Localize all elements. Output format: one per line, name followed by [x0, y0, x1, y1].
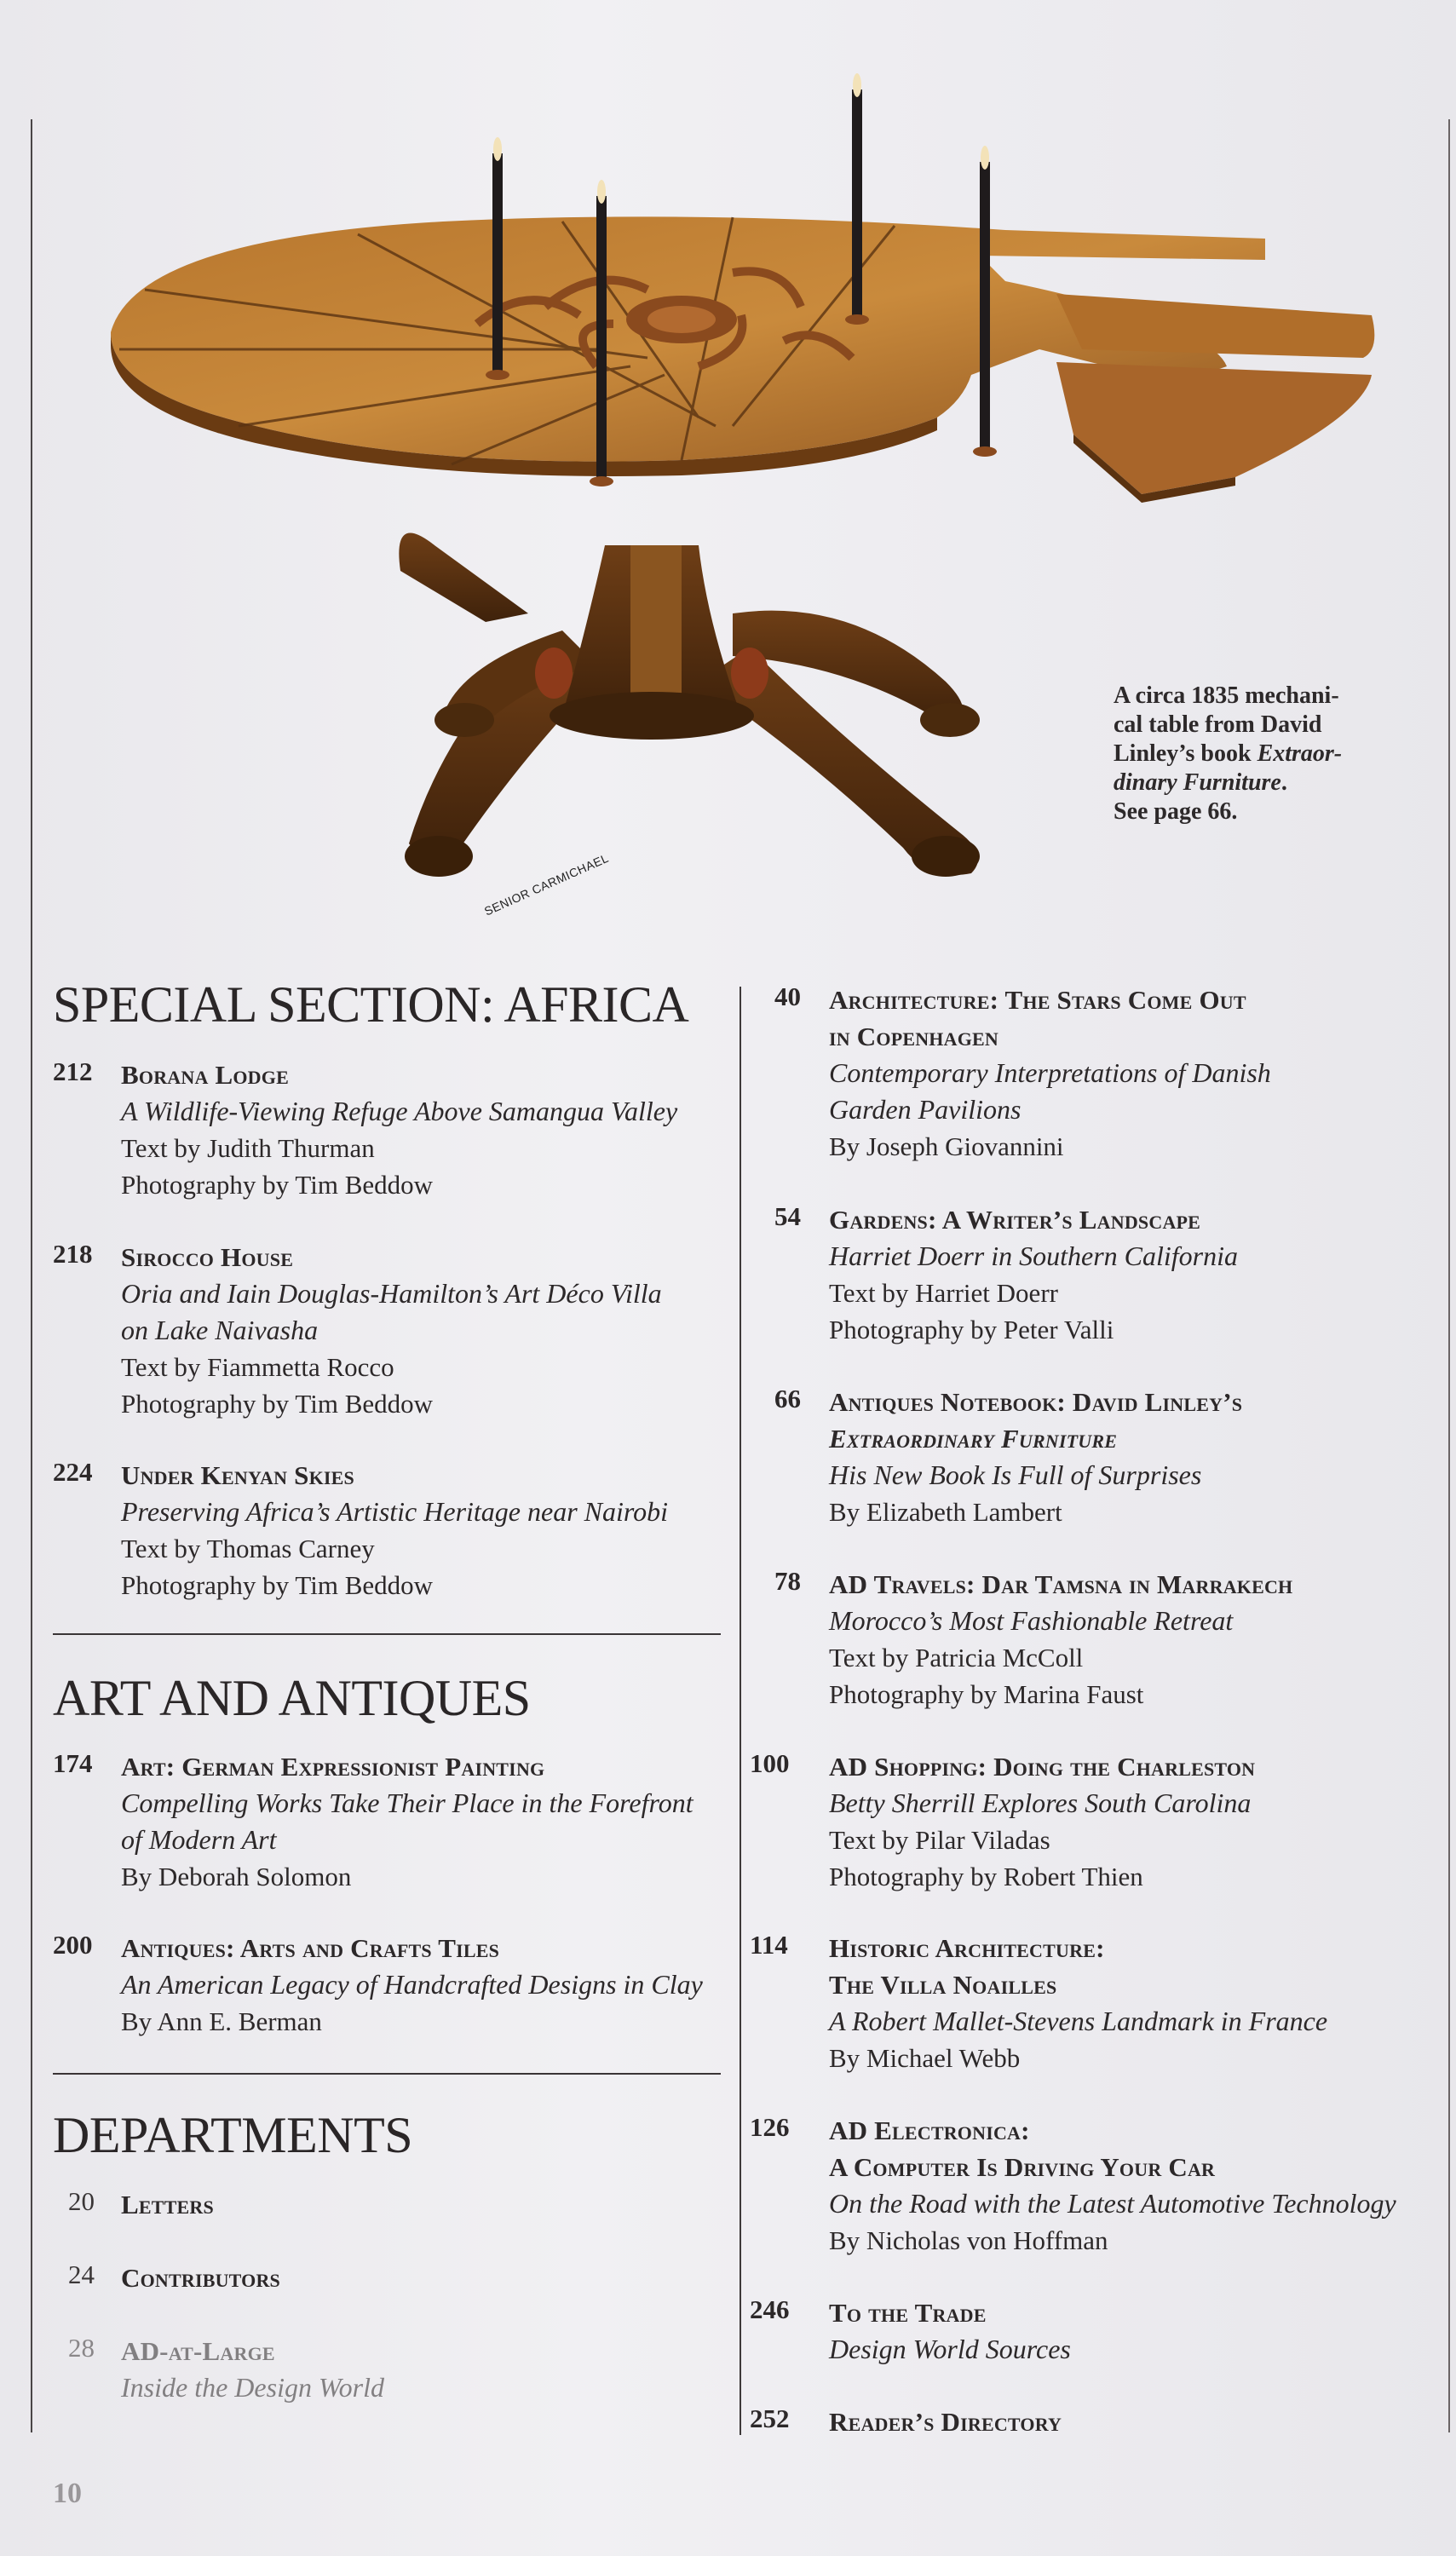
entry-credit: By Elizabeth Lambert [829, 1497, 1062, 1527]
entry-title: Reader’s Directory [829, 2407, 1062, 2437]
entry-subtitle: of Modern Art [121, 1824, 277, 1855]
section-divider [53, 1633, 721, 1635]
entry-title: Art: German Expressionist Painting [121, 1752, 545, 1782]
page-number: 212 [53, 1056, 93, 1086]
entry-credit: Text by Fiammetta Rocco [121, 1352, 394, 1382]
page-number: 224 [53, 1457, 93, 1487]
entry-subtitle: Preserving Africa’s Artistic Heritage near Nairobi [121, 1496, 669, 1527]
entry-title: AD Electronica: [829, 2116, 1030, 2145]
page-number: 126 [750, 2112, 790, 2142]
page-number: 40 [774, 982, 801, 1011]
entry-subtitle: Morocco’s Most Fashionable Retreat [829, 1605, 1234, 1636]
entry-subtitle: An American Legacy of Handcrafted Designs in Clay [121, 1969, 703, 2000]
entry-title: Architecture: The Stars Come Out [829, 985, 1246, 1015]
entry-title: Antiques: Arts and Crafts Tiles [121, 1933, 500, 1963]
entry-title: Contributors [121, 2263, 280, 2293]
entry-credit: Photography by Peter Valli [829, 1315, 1114, 1344]
entry-title: The Villa Noailles [829, 1970, 1057, 2000]
entry-credit: Photography by Marina Faust [829, 1679, 1144, 1709]
entry-title: AD-at-Large [121, 2336, 275, 2366]
section-title-africa: SPECIAL SECTION: AFRICA [53, 976, 689, 1033]
section-title-art: ART AND ANTIQUES [53, 1670, 531, 1726]
entry-subtitle: Betty Sherrill Explores South Carolina [829, 1787, 1252, 1818]
entry-credit: Text by Pilar Viladas [829, 1825, 1050, 1855]
entry-subtitle: Inside the Design World [121, 2372, 385, 2403]
entry-credit: Photography by Tim Beddow [121, 1170, 434, 1200]
page-number: 24 [68, 2260, 95, 2289]
entry-title-italic: Extraordinary Furniture [829, 1424, 1118, 1454]
entry-subtitle: His New Book Is Full of Surprises [829, 1459, 1202, 1490]
page-number: 20 [68, 2186, 95, 2216]
page-number: 246 [750, 2294, 790, 2324]
entry-title: A Computer Is Driving Your Car [829, 2152, 1216, 2182]
entry-credit: By Michael Webb [829, 2043, 1021, 2073]
page-number: 218 [53, 1239, 93, 1269]
entry-subtitle: Oria and Iain Douglas-Hamilton’s Art Déco Villa [121, 1278, 662, 1309]
page-number: 252 [750, 2403, 790, 2433]
entry-credit: By Ann E. Berman [121, 2006, 322, 2036]
entry-title: Sirocco House [121, 1242, 294, 1272]
page-number: 174 [53, 1748, 93, 1778]
entry-subtitle: A Robert Mallet-Stevens Landmark in France [829, 2006, 1328, 2036]
entry-subtitle: Compelling Works Take Their Place in the Forefront [121, 1787, 693, 1818]
entry-credit: By Joseph Giovannini [829, 1131, 1064, 1161]
entry-credit: Photography by Robert Thien [829, 1862, 1143, 1891]
entry-title: Letters [121, 2190, 214, 2219]
entry-title: Borana Lodge [121, 1060, 289, 1090]
entry-credit: By Deborah Solomon [121, 1862, 352, 1891]
entry-title: in Copenhagen [829, 1022, 998, 1051]
page-number: 114 [750, 1930, 788, 1960]
entry-subtitle: Design World Sources [829, 2334, 1071, 2364]
entry-credit: Text by Harriet Doerr [829, 1278, 1058, 1308]
entry-subtitle: Contemporary Interpretations of Danish [829, 1057, 1271, 1088]
entry-credit: Photography by Tim Beddow [121, 1389, 434, 1419]
entry-title: Antiques Notebook: David Linley’s [829, 1387, 1243, 1417]
entry-title: AD Shopping: Doing the Charleston [829, 1752, 1256, 1782]
section-title-departments: DEPARTMENTS [53, 2107, 413, 2163]
entry-subtitle: On the Road with the Latest Automotive Technology [829, 2188, 1396, 2219]
entry-subtitle: A Wildlife-Viewing Refuge Above Samangua Valley [121, 1096, 678, 1126]
entry-credit: Text by Thomas Carney [121, 1534, 375, 1563]
page-number: 100 [750, 1748, 790, 1778]
entry-title: Historic Architecture: [829, 1933, 1105, 1963]
entry-title: Under Kenyan Skies [121, 1460, 354, 1490]
folio-page-number: 10 [53, 2478, 82, 2509]
page-number: 78 [774, 1566, 801, 1596]
entry-credit: By Nicholas von Hoffman [829, 2225, 1108, 2255]
entry-credit: Text by Judith Thurman [121, 1133, 375, 1163]
entry-subtitle: Harriet Doerr in Southern California [829, 1241, 1239, 1271]
entry-credit: Text by Patricia McColl [829, 1643, 1084, 1672]
entry-title: To the Trade [829, 2298, 987, 2328]
left-margin-rule [31, 119, 32, 2432]
entry-title: AD Travels: Dar Tamsna in Marrakech [829, 1569, 1293, 1599]
page-number: 54 [774, 1201, 801, 1231]
photo-credit: SENIOR CARMICHAEL [482, 850, 611, 918]
page-number: 66 [774, 1384, 801, 1413]
photo-caption: A circa 1835 mechani- cal table from David Linley’s book Extraor- dinary Furniture. See page 66. [1114, 682, 1343, 825]
page-number: 28 [68, 2333, 95, 2363]
entry-credit: Photography by Tim Beddow [121, 1570, 434, 1600]
entry-subtitle: Garden Pavilions [829, 1094, 1022, 1125]
section-divider [53, 2073, 721, 2075]
entry-subtitle: on Lake Naivasha [121, 1315, 319, 1345]
page-number: 200 [53, 1930, 93, 1960]
entry-title: Gardens: A Writer’s Landscape [829, 1205, 1201, 1235]
